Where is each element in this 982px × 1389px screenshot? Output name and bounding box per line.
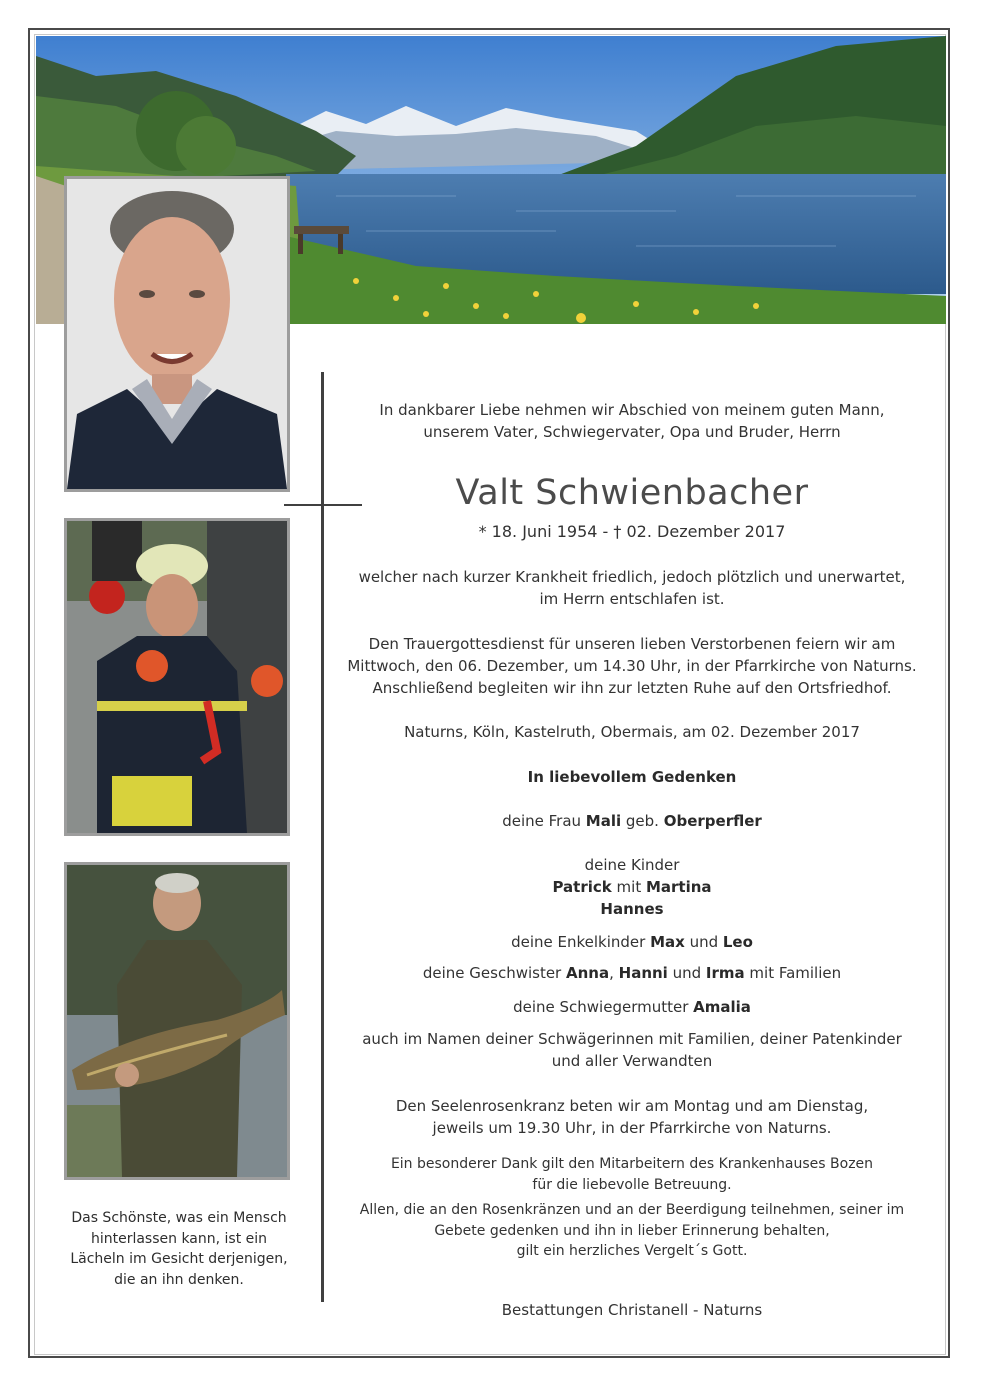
grandchildren-line xyxy=(345,931,919,953)
partner-name: Martina xyxy=(645,878,712,896)
and-word: und xyxy=(684,933,723,951)
children-line-1 xyxy=(345,876,919,898)
also-names-line: und aller Verwandten xyxy=(551,1052,713,1070)
quote-line: die an ihn denken. xyxy=(114,1271,244,1288)
rosary-line: Den Seelenrosenkranz beten wir am Montag und am Dienstag, xyxy=(395,1097,869,1115)
children-block xyxy=(345,854,919,920)
mother-in-law-name: Amalia xyxy=(693,998,751,1016)
and-word: und xyxy=(667,964,706,982)
wife-prefix: deine Frau xyxy=(502,812,586,830)
service-line: Anschließend begleiten wir ihn zur letzten Ruhe auf den Ortsfriedhof. xyxy=(372,679,892,697)
thanks-hospital-line: Ein besonderer Dank gilt den Mitarbeitern des Krankenhauses Bozen xyxy=(390,1156,874,1172)
service-line: Mittwoch, den 06. Dezember, um 14.30 Uhr, in der Pfarrkirche von Naturns. xyxy=(347,657,917,675)
wife-maiden-name: Oberperfler xyxy=(663,812,762,830)
thanks-all-line: Allen, die an den Rosenkränzen und an der Beerdigung teilnehmen, seiner im xyxy=(359,1202,905,1218)
memory-heading-text: In liebevollem Gedenken xyxy=(527,768,737,786)
sibling-name: Irma xyxy=(705,964,745,982)
intro-line: In dankbarer Liebe nehmen wir Abschied von meinem guten Mann, xyxy=(379,401,885,419)
child-name: Hannes xyxy=(600,900,664,918)
grandchild-name: Leo xyxy=(722,933,753,951)
memory-heading xyxy=(345,766,919,788)
undertaker: Bestattungen Christanell - Naturns xyxy=(501,1301,763,1319)
siblings-suffix: mit Familien xyxy=(744,964,842,982)
children-label: deine Kinder xyxy=(584,856,680,874)
service-text xyxy=(345,633,919,699)
fishing-photo xyxy=(64,862,290,1180)
quote-line: Lächeln im Gesicht derjenigen, xyxy=(70,1251,288,1267)
thanks-hospital-text xyxy=(345,1154,919,1195)
place-date: Naturns, Köln, Kastelruth, Obermais, am 02. Dezember 2017 xyxy=(404,723,860,741)
mother-in-law-line xyxy=(345,996,919,1018)
rosary-text xyxy=(345,1095,919,1139)
also-names-line: auch im Namen deiner Schwägerinnen mit Familien, deiner Patenkinder xyxy=(362,1030,902,1048)
service-line: Den Trauergottesdienst für unseren lieben Verstorbenen feiern wir am xyxy=(368,635,896,653)
thanks-all-line: Gebete gedenken und ihn in lieber Erinnerung behalten, xyxy=(434,1222,830,1239)
death-line: im Herrn entschlafen ist. xyxy=(539,590,725,608)
mother-in-law-prefix: deine Schwiegermutter xyxy=(513,998,694,1016)
with-word: mit xyxy=(611,878,646,896)
siblings-prefix: deine Geschwister xyxy=(422,964,566,982)
thanks-all-line: gilt ein herzliches Vergelt´s Gott. xyxy=(516,1243,748,1259)
quote-line: hinterlassen kann, ist ein xyxy=(90,1230,268,1247)
wife-line xyxy=(345,810,919,832)
intro-text xyxy=(345,399,919,443)
deceased-name: Valt Schwienbacher xyxy=(455,473,809,513)
quote-line: Das Schönste, was ein Mensch xyxy=(71,1210,287,1226)
child-name: Patrick xyxy=(552,878,612,896)
thanks-all-text xyxy=(345,1200,919,1262)
also-names-text xyxy=(345,1028,919,1072)
portrait-photo xyxy=(64,176,290,492)
life-dates: * 18. Juni 1954 - † 02. Dezember 2017 xyxy=(478,522,786,541)
grandchildren-prefix: deine Enkelkinder xyxy=(511,933,651,951)
sibling-name: Anna xyxy=(566,964,610,982)
sibling-name: Hanni xyxy=(618,964,668,982)
thanks-hospital-line: für die liebevolle Betreuung. xyxy=(532,1176,732,1193)
wife-geb: geb. xyxy=(621,812,664,830)
intro-line: unserem Vater, Schwiegervater, Opa und Bruder, Herrn xyxy=(423,423,841,441)
children-line-2 xyxy=(345,898,919,920)
rosary-line: jeweils um 19.30 Uhr, in der Pfarrkirche von Naturns. xyxy=(432,1119,832,1137)
comma: , xyxy=(609,964,619,982)
wife-name: Mali xyxy=(585,812,622,830)
firefighter-photo xyxy=(64,518,290,836)
siblings-line xyxy=(345,962,919,984)
death-text xyxy=(345,566,919,610)
cross-vertical-bar xyxy=(321,372,324,1302)
grandchild-name: Max xyxy=(650,933,685,951)
memorial-quote xyxy=(54,1208,304,1290)
death-line: welcher nach kurzer Krankheit friedlich, jedoch plötzlich und unerwartet, xyxy=(358,568,906,586)
